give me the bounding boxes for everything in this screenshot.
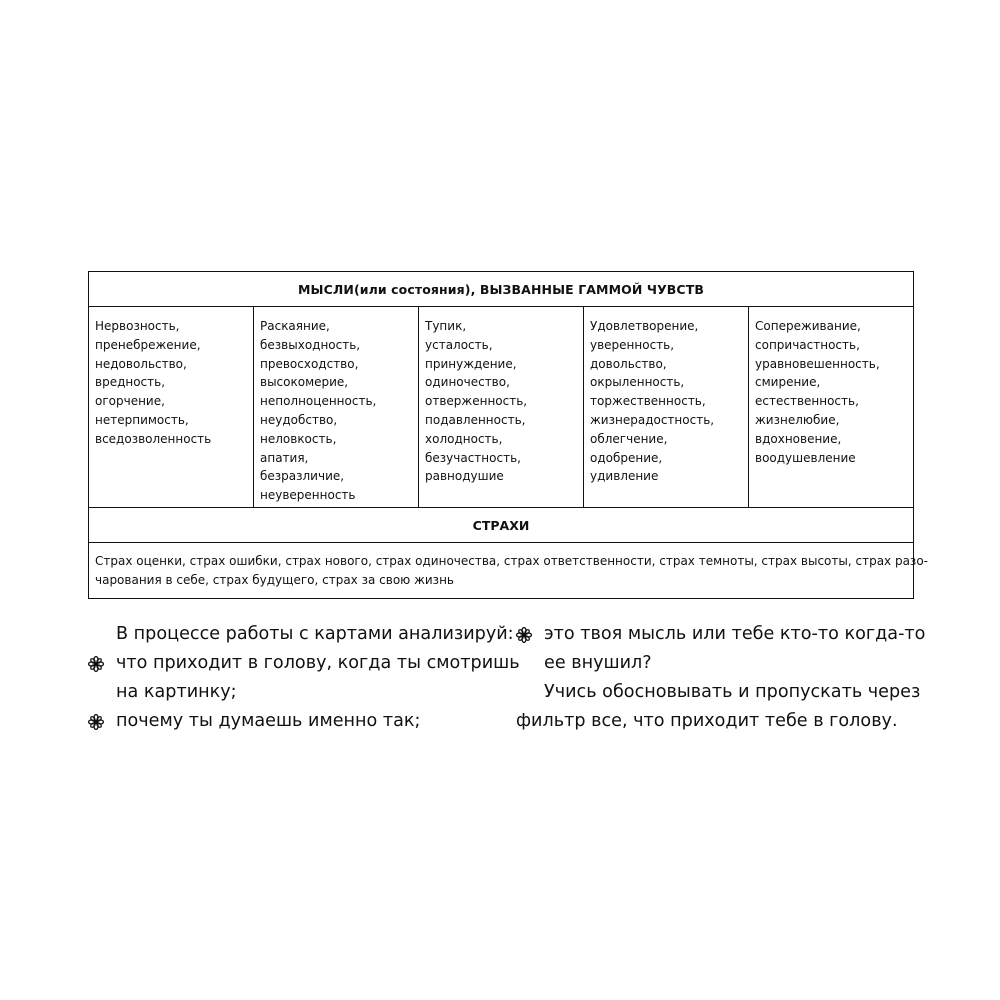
emotion-word: безучастность, (425, 450, 521, 465)
emotion-word: принуждение, (425, 356, 517, 371)
bullet-1 (88, 649, 520, 678)
emotion-word: высокомерие, (260, 375, 349, 390)
emotion-word: естественность, (755, 394, 859, 409)
emotion-word: смирение, (755, 375, 821, 390)
bullet-3-line-1: это твоя мысль или тебе кто-то когда-то (544, 624, 926, 644)
paragraph-line-1: Учись обосновывать и пропускать через (544, 682, 921, 702)
emotion-word: Раскаяние, (260, 319, 330, 333)
fears-line-2: чарования в себе, страх будущего, страх за свою жизнь (95, 573, 454, 587)
emotion-column-2 (254, 307, 419, 507)
fears-header: СТРАХИ (89, 508, 913, 543)
emotion-word: недовольство, (95, 356, 187, 371)
emotion-word: жизнелюбие, (755, 412, 840, 427)
thoughts-header (89, 272, 913, 307)
emotion-word: неловкость, (260, 431, 337, 446)
emotion-word: вдохновение, (755, 431, 842, 446)
emotion-word: одобрение, (590, 450, 663, 465)
emotion-word: сопричастность, (755, 337, 860, 352)
emotion-word: неуверенность (260, 488, 356, 503)
emotion-word: облегчение, (590, 431, 668, 446)
emotion-word: Тупик, (425, 319, 467, 333)
emotion-word: окрыленность, (590, 375, 685, 390)
flower-icon (88, 714, 104, 730)
emotion-word: усталость, (425, 337, 493, 352)
fears-line-1: Страх оценки, страх ошибки, страх нового, страх одиночества, страх ответственности, страх темноты, страх высоты, страх разо- (95, 554, 928, 568)
emotion-word: безразличие, (260, 469, 345, 484)
emotion-word: одиночество, (425, 375, 510, 390)
flower-icon (516, 627, 532, 643)
emotion-word: удивление (590, 469, 659, 484)
emotion-word: превосходство, (260, 356, 359, 371)
emotion-word: воодушевление (755, 450, 856, 465)
emotion-word: уверенность, (590, 337, 675, 352)
bullet-1-line-1: что приходит в голову, когда ты смотришь (116, 653, 520, 673)
bullet-3-line-2: ее внушил? (544, 653, 652, 673)
emotion-word: уравновешенность, (755, 356, 880, 371)
right-text-block (516, 620, 926, 736)
emotion-word: Сопереживание, (755, 319, 861, 333)
emotion-word: подавленность, (425, 412, 526, 427)
bullet-1-line-2: на картинку; (116, 682, 237, 702)
emotion-word: апатия, (260, 450, 309, 465)
emotion-word: отверженность, (425, 394, 528, 409)
fears-text (89, 543, 928, 598)
emotion-word: вседозволенность (95, 431, 212, 446)
emotion-column-5 (749, 307, 913, 507)
emotion-column-4 (584, 307, 749, 507)
emotion-word: неудобство, (260, 412, 338, 427)
bullet-3 (516, 620, 926, 649)
emotion-word: равнодушие (425, 469, 504, 484)
emotion-column-1 (89, 307, 254, 507)
emotion-word: холодность, (425, 431, 503, 446)
intro-line: В процессе работы с картами анализируй: (116, 624, 514, 644)
emotion-word: жизнерадостность, (590, 412, 715, 427)
emotion-word: Удовлетворение, (590, 319, 699, 333)
emotion-word: неполноценность, (260, 394, 377, 409)
left-text-block (88, 620, 520, 736)
emotion-word: пренебрежение, (95, 337, 201, 352)
emotion-word: нетерпимость, (95, 412, 189, 427)
thoughts-header-rest: , ВЫЗВАННЫЕ ГАММОЙ ЧУВСТВ (470, 281, 704, 297)
emotion-word: довольство, (590, 356, 667, 371)
paragraph-line-2: фильтр все, что приходит тебе в голову. (516, 711, 898, 731)
emotion-word: Нервозность, (95, 319, 180, 333)
emotion-word: вредность, (95, 375, 166, 390)
emotion-columns (89, 307, 913, 508)
thoughts-header-paren: (или состояния) (353, 281, 471, 297)
emotions-table (88, 271, 928, 599)
bullet-2 (88, 707, 498, 736)
emotion-column-3 (419, 307, 584, 507)
emotion-word: огорчение, (95, 394, 165, 409)
bullet-2-text: почему ты думаешь именно так; (116, 711, 421, 731)
flower-icon (88, 656, 104, 672)
thoughts-header-caps: МЫСЛИ (298, 281, 354, 297)
emotion-word: безвыходность, (260, 337, 361, 352)
emotion-word: торжественность, (590, 394, 706, 409)
